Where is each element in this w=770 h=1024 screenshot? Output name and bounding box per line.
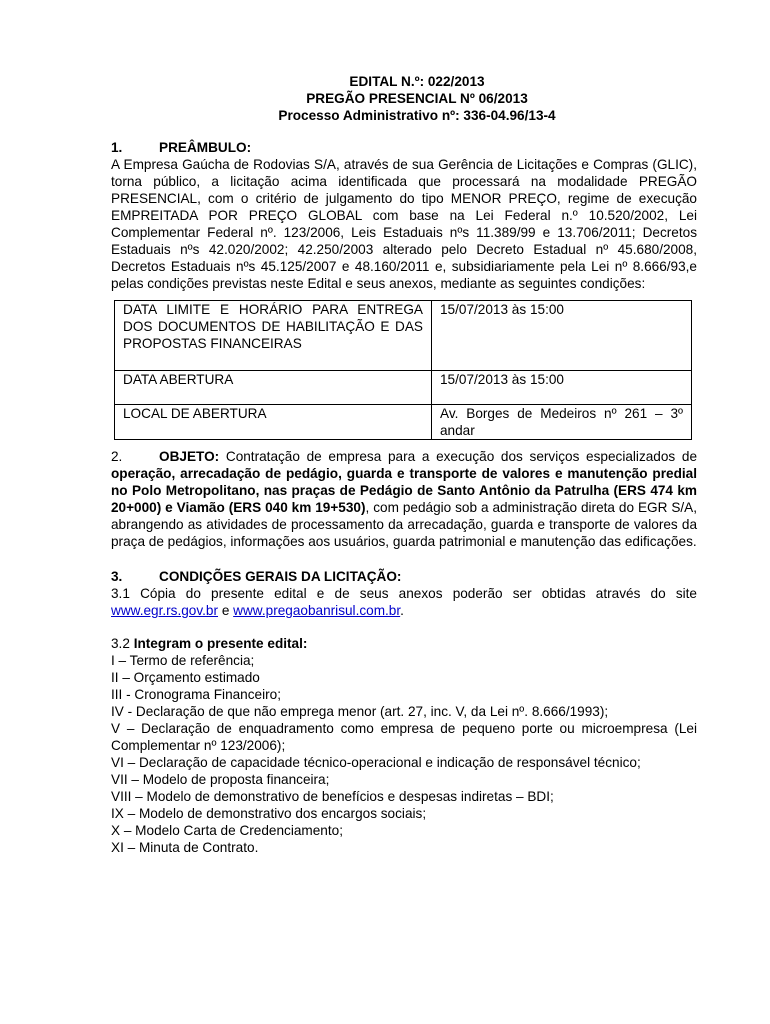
table-row <box>115 405 692 440</box>
list-item: I – Termo de referência; <box>111 653 255 668</box>
section-1-heading <box>111 139 697 156</box>
annex-list <box>111 652 697 856</box>
section-3-heading <box>111 568 697 585</box>
section-3-title: CONDIÇÕES GERAIS DA LICITAÇÃO: <box>159 569 402 584</box>
preambulo-text: A Empresa Gaúcha de Rodovias S/A, através de sua Gerência de Licitações e Compras (GLIC), torna público, a licitação acima identificada que processará na modalidade PREGÃO PRESENCIAL, com o critério de julgamento do tipo MENOR PREÇO, regime de execução EMPREITADA POR PREÇO GLOBAL com base na Lei Federal n.º 10.520/2002, Lei Complementar Federal nº. 123/2006, Leis Estaduais nºs 11.389/99 e 13.706/2011; Decretos Estaduais nºs 42.020/2002; 42.250/2003 alterado pelo Decreto Estadual nº 45.680/2008, Decretos Estaduais nºs 45.125/2007 e 48.160/2011 e, subsidiariamente pela Lei nº 8.666/93,e pelas condições previstas neste Edital e seus anexos, mediante as seguintes condições: <box>111 157 697 291</box>
paragraph-3-1 <box>111 585 697 619</box>
processo-number: Processo Administrativo nº: 336-04.96/13-4 <box>278 108 556 123</box>
list-item: VI – Declaração de capacidade técnico-operacional e indicação de responsável técnico; <box>111 755 641 770</box>
table-row <box>115 371 692 405</box>
list-item: VII – Modelo de proposta financeira; <box>111 772 330 787</box>
table-label-opening-place: LOCAL DE ABERTURA <box>115 405 432 440</box>
paragraph-3-2-heading <box>111 635 697 652</box>
table-label-deadline: DATA LIMITE E HORÁRIO PARA ENTREGA DOS DOCUMENTOS DE HABILITAÇÃO E DAS PROPOSTAS FINANCEIRAS <box>115 301 432 371</box>
egr-site-link[interactable]: www.egr.rs.gov.br <box>111 603 219 618</box>
table-value-opening-date: 15/07/2013 às 15:00 <box>432 371 692 405</box>
dates-table <box>114 300 692 440</box>
section-3-number: 3. <box>111 569 123 584</box>
list-item: II – Orçamento estimado <box>111 670 260 685</box>
table-row <box>115 301 692 371</box>
list-item: IX – Modelo de demonstrativo dos encargos sociais; <box>111 806 427 821</box>
paragraph-3-1-conj: e <box>221 603 230 618</box>
objeto-text-bold: operação, arrecadação de pedágio, guarda e transporte de valores e manutenção predial no Polo Metropolitano, nas praças de Pedágio de Santo Antônio da Patrulha (ERS 474 km 20+000) e Viamão (ERS 040 km 19+530) <box>111 466 697 515</box>
list-item: X – Modelo Carta de Credenciamento; <box>111 823 343 838</box>
table-value-opening-place: Av. Borges de Medeiros nº 261 – 3º andar <box>432 405 692 440</box>
list-item: III - Cronograma Financeiro; <box>111 687 281 702</box>
edital-header <box>0 73 770 124</box>
pregaobanrisul-site-link[interactable]: www.pregaobanrisul.com.br <box>233 603 401 618</box>
pregao-number: PREGÃO PRESENCIAL Nº 06/2013 <box>306 91 528 106</box>
document-body <box>111 139 697 856</box>
list-item: VIII – Modelo de demonstrativo de benefícios e despesas indiretas – BDI; <box>111 789 554 804</box>
section-1-number: 1. <box>111 140 123 155</box>
paragraph-3-1-text: 3.1 Cópia do presente edital e de seus anexos poderão ser obtidas através do site <box>111 586 697 601</box>
section-2-title: OBJETO: <box>159 449 220 464</box>
section-2-number: 2. <box>111 449 123 464</box>
section-1-title: PREÂMBULO: <box>159 140 252 155</box>
paragraph-3-2-number: 3.2 <box>111 636 130 651</box>
table-value-deadline: 15/07/2013 às 15:00 <box>432 301 692 371</box>
list-item: XI – Minuta de Contrato. <box>111 840 259 855</box>
edital-number: EDITAL N.º: 022/2013 <box>349 74 485 89</box>
paragraph-3-1-end: . <box>400 603 404 618</box>
list-item: V – Declaração de enquadramento como empresa de pequeno porte ou microempresa (Lei Complementar nº 123/2006); <box>111 721 697 753</box>
table-label-opening-date: DATA ABERTURA <box>115 371 432 405</box>
objeto-text-end: , com pedágio sob a administração direta do EGR S/A, abrangendo as atividades de processamento da arrecadação, guarda e transporte de valores da praça de pedágios, informações aos usuários, guarda patrimonial e manutenção das edificações. <box>111 500 698 549</box>
objeto-text-start: Contratação de empresa para a execução dos serviços especializados de <box>225 449 698 464</box>
paragraph-3-2-title: Integram o presente edital: <box>133 636 308 651</box>
objeto-paragraph <box>111 448 697 550</box>
list-item: IV - Declaração de que não emprega menor (art. 27, inc. V, da Lei nº. 8.666/1993); <box>111 704 609 719</box>
